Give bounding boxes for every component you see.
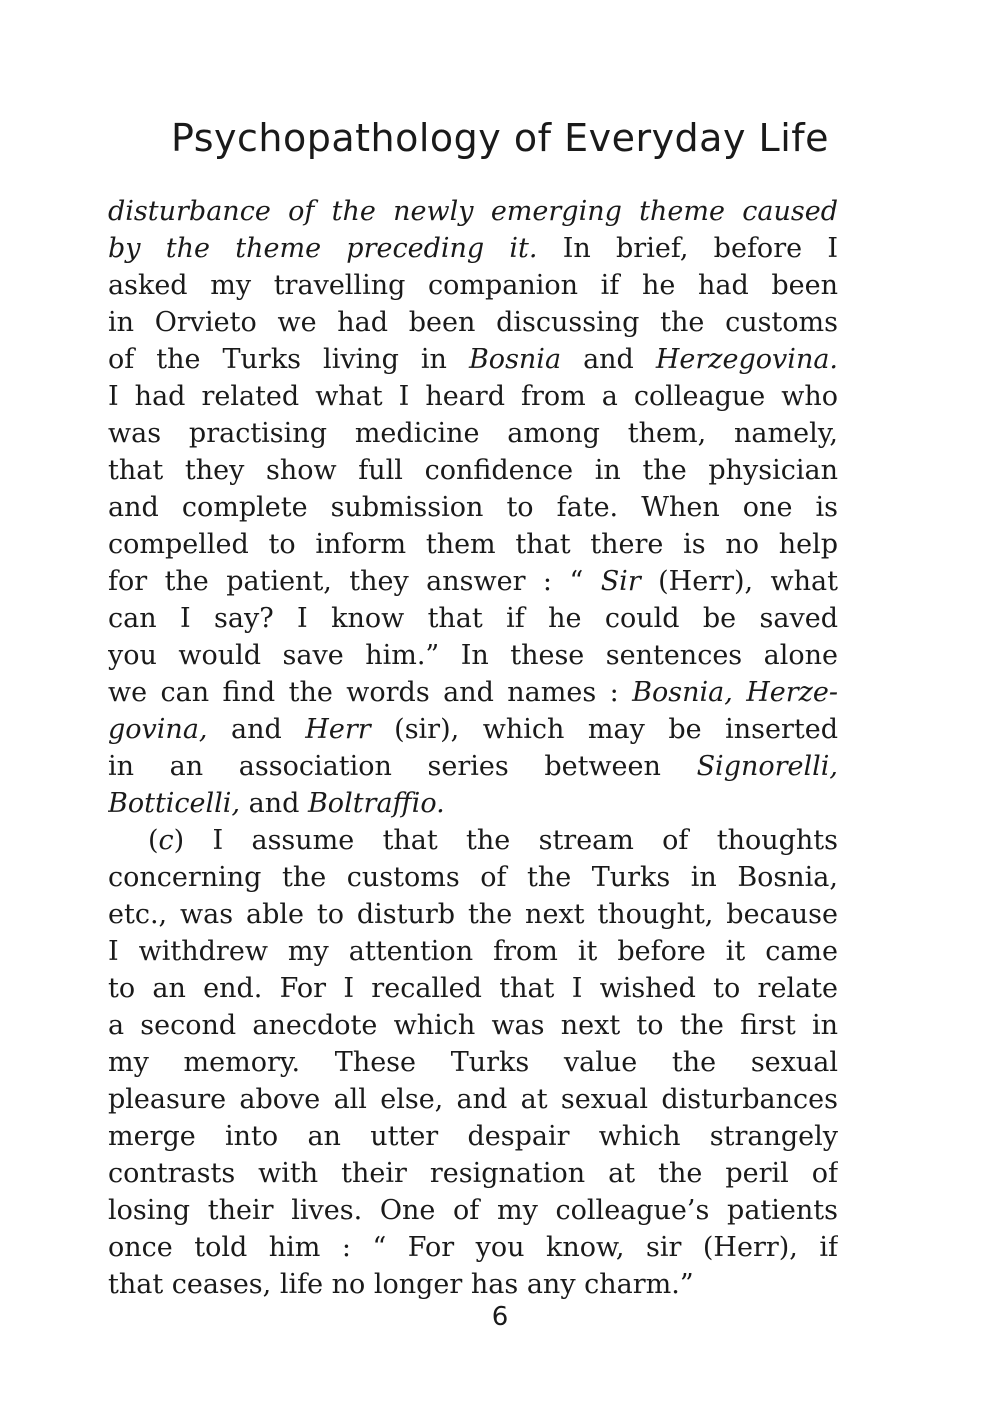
text-line xyxy=(108,1044,838,1081)
text: merge into an utter despair which strangely xyxy=(108,1121,838,1152)
text: (Herr), what xyxy=(640,566,838,597)
text: a second anecdote which was next to the first in xyxy=(108,1010,838,1041)
text: contrasts with their resignation at the peril of xyxy=(108,1158,838,1189)
italic-text: disturbance of the newly emerging theme caused xyxy=(108,196,838,227)
italic-text: Botticelli, xyxy=(108,788,241,819)
text-line xyxy=(108,1192,838,1229)
text-line xyxy=(108,1229,838,1266)
italic-text: Herr xyxy=(305,714,371,745)
italic-text: Bosnia, Herze- xyxy=(632,677,838,708)
paragraph xyxy=(108,822,838,1303)
text: in an association series between xyxy=(108,751,697,782)
text-line xyxy=(108,748,838,785)
text: that they show full confidence in the physician xyxy=(108,455,838,486)
text-line xyxy=(108,896,838,933)
text-line xyxy=(108,711,838,748)
text: that ceases, life no longer has any charm.” xyxy=(108,1269,694,1300)
paragraph xyxy=(108,193,838,822)
text-line xyxy=(108,600,838,637)
text: you would save him.” In these sentences alone xyxy=(108,640,838,671)
italic-text: Bosnia xyxy=(468,344,562,375)
text-line xyxy=(108,341,838,378)
running-head: Psychopathology of Everyday Life xyxy=(170,116,830,160)
text-line xyxy=(108,1118,838,1155)
italic-text: Sir xyxy=(600,566,641,597)
text: in Orvieto we had been discussing the customs xyxy=(108,307,838,338)
text: etc., was able to disturb the next thought, because xyxy=(108,899,838,930)
text: compelled to inform them that there is no help xyxy=(108,529,838,560)
text-line xyxy=(108,378,838,415)
text: and xyxy=(240,788,308,819)
text-line xyxy=(108,489,838,526)
text-line xyxy=(108,1081,838,1118)
text: we can find the words and names : xyxy=(108,677,633,708)
text: and complete submission to fate. When one is xyxy=(108,492,838,523)
text: of the Turks living in xyxy=(108,344,469,375)
italic-text: govina, xyxy=(108,714,208,745)
text: In brief, before I xyxy=(537,233,838,264)
text-line xyxy=(108,822,838,859)
text-line xyxy=(108,970,838,1007)
text-line xyxy=(108,1007,838,1044)
text-line xyxy=(108,193,838,230)
text: ( xyxy=(148,825,159,856)
body-text xyxy=(108,193,838,1303)
italic-text: Boltraffio. xyxy=(307,788,445,819)
text: for the patient, they answer : “ xyxy=(108,566,601,597)
text-line xyxy=(108,267,838,304)
text-line xyxy=(108,1155,838,1192)
text: can I say? I know that if he could be saved xyxy=(108,603,838,634)
text-line xyxy=(108,637,838,674)
page-number: 6 xyxy=(491,1302,509,1332)
text-line xyxy=(108,674,838,711)
text-line xyxy=(108,563,838,600)
text: concerning the customs of the Turks in Bosnia, xyxy=(108,862,838,893)
text: (sir), which may be inserted xyxy=(370,714,838,745)
italic-text: Signorelli, xyxy=(696,751,838,782)
text-line xyxy=(108,230,838,267)
text: I had related what I heard from a colleague who xyxy=(108,381,838,412)
text-line xyxy=(108,859,838,896)
text: my memory. These Turks value the sexual xyxy=(108,1047,838,1078)
text-line xyxy=(108,785,838,822)
text: and xyxy=(561,344,656,375)
italic-text: by the theme preceding it. xyxy=(108,233,538,264)
text: pleasure above all else, and at sexual disturbances xyxy=(108,1084,838,1115)
text: asked my travelling companion if he had been xyxy=(108,270,838,301)
text: once told him : “ For you know, sir (Herr), if xyxy=(108,1232,838,1263)
text-line xyxy=(108,415,838,452)
text: ) I assume that the stream of thoughts xyxy=(173,825,838,856)
italic-text: c xyxy=(158,825,174,856)
text-line xyxy=(108,304,838,341)
text-line xyxy=(108,526,838,563)
text: and xyxy=(207,714,306,745)
text: was practising medicine among them, namely, xyxy=(108,418,838,449)
text: to an end. For I recalled that I wished to relate xyxy=(108,973,838,1004)
text-line xyxy=(108,452,838,489)
text: losing their lives. One of my colleague’s patients xyxy=(108,1195,838,1226)
italic-text: Herzegovina. xyxy=(655,344,838,375)
text-line xyxy=(108,933,838,970)
text-line xyxy=(108,1266,838,1303)
text: I withdrew my attention from it before it came xyxy=(108,936,838,967)
